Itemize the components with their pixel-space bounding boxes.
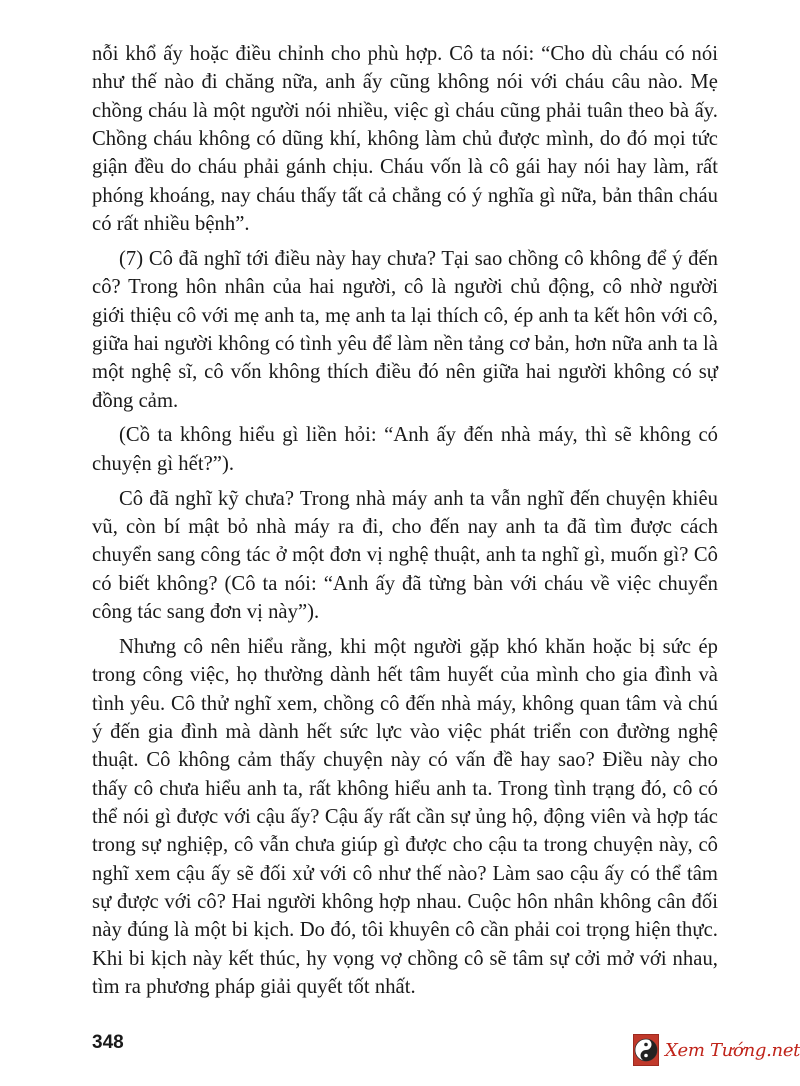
paragraph-2: (7) Cô đã nghĩ tới điều này hay chưa? Tại sao chồng cô không để ý đến cô? Trong hôn nhân của hai người, cô là người chủ động, cô nhờ người giới thiệu cô với mẹ anh ta, mẹ anh ta lại thích cô, ép anh ta kết hôn với cô, giữa hai người không có tình yêu để làm nền tảng cơ bản, hơn nữa anh ta là một nghệ sĩ, cô vốn không thích điều đó nên giữa hai người không có sự đồng cảm. <box>92 247 718 412</box>
paragraph-3: (Cồ ta không hiểu gì liền hỏi: “Anh ấy đến nhà máy, thì sẽ không có chuyện gì hết?”). <box>92 424 718 475</box>
body-text <box>92 40 718 1008</box>
watermark-text: Xem Tướng.net <box>665 1039 800 1061</box>
paragraph-1: nỗi khổ ấy hoặc điều chỉnh cho phù hợp. Cô ta nói: “Cho dù cháu có nói như thế nào đi chăng nữa, anh ấy cũng không nói với cháu câu nào. Mẹ chồng cháu là một người nói nhiều, việc gì cháu cũng phải tuân theo bà ấy. Chồng cháu không có dũng khí, không làm chủ được mình, do đó mọi tức giận đều do cháu phải gánh chịu. Cháu vốn là cô gái hay nói hay làm, rất phóng khoáng, nay cháu thấy tất cả chẳng có ý nghĩa gì nữa, bản thân cháu có rất nhiều bệnh”. <box>92 43 718 236</box>
page-number: 348 <box>92 1032 124 1053</box>
yin-yang-icon <box>634 1038 658 1062</box>
watermark-logo <box>633 1034 659 1066</box>
site-watermark <box>633 1032 800 1068</box>
paragraph-4: Cô đã nghĩ kỹ chưa? Trong nhà máy anh ta vẫn nghĩ đến chuyện khiêu vũ, còn bí mật bỏ nhà máy ra đi, cho đến nay anh ta đã tìm được cách chuyển sang công tác ở một đơn vị nghệ thuật, anh ta nghĩ gì, muốn gì? Cô có biết không? (Cô ta nói: “Anh ấy đã từng bàn với cháu về việc chuyển công tác sang đơn vị này”). <box>92 487 718 624</box>
paragraph-5: Nhưng cô nên hiểu rằng, khi một người gặp khó khăn hoặc bị sức ép trong công việc, họ thường dành hết tâm huyết của mình cho gia đình và tình yêu. Cô thử nghĩ xem, chồng cô đến nhà máy, không quan tâm và chú ý đến gia đình mà dành hết sức lực vào việc phát triển con đường nghệ thuật. Cô không cảm thấy chuyện này có vấn đề hay sao? Điều này cho thấy cô chưa hiểu anh ta, rất không hiểu anh ta. Trong tình trạng đó, cô có thể nói gì được với cậu ấy? Cậu ấy rất cần sự ủng hộ, động viên và hợp tác trong sự nghiệp, cô vẫn chưa giúp gì được cho cậu ta trong chuyện này, cô nghĩ xem cậu ấy sẽ đối xử với cô như thế nào? Làm sao cậu ấy có thể tâm sự được với cô? Hai người không hợp nhau. Cuộc hôn nhân không cân đối này đúng là một bi kịch. Do đó, tôi khuyên cô cần phải coi trọng hiện thực. Khi bi kịch này kết thúc, hy vọng vợ chồng cô sẽ tâm sự cởi mở với nhau, tìm ra phương pháp giải quyết tốt nhất. <box>92 635 718 998</box>
